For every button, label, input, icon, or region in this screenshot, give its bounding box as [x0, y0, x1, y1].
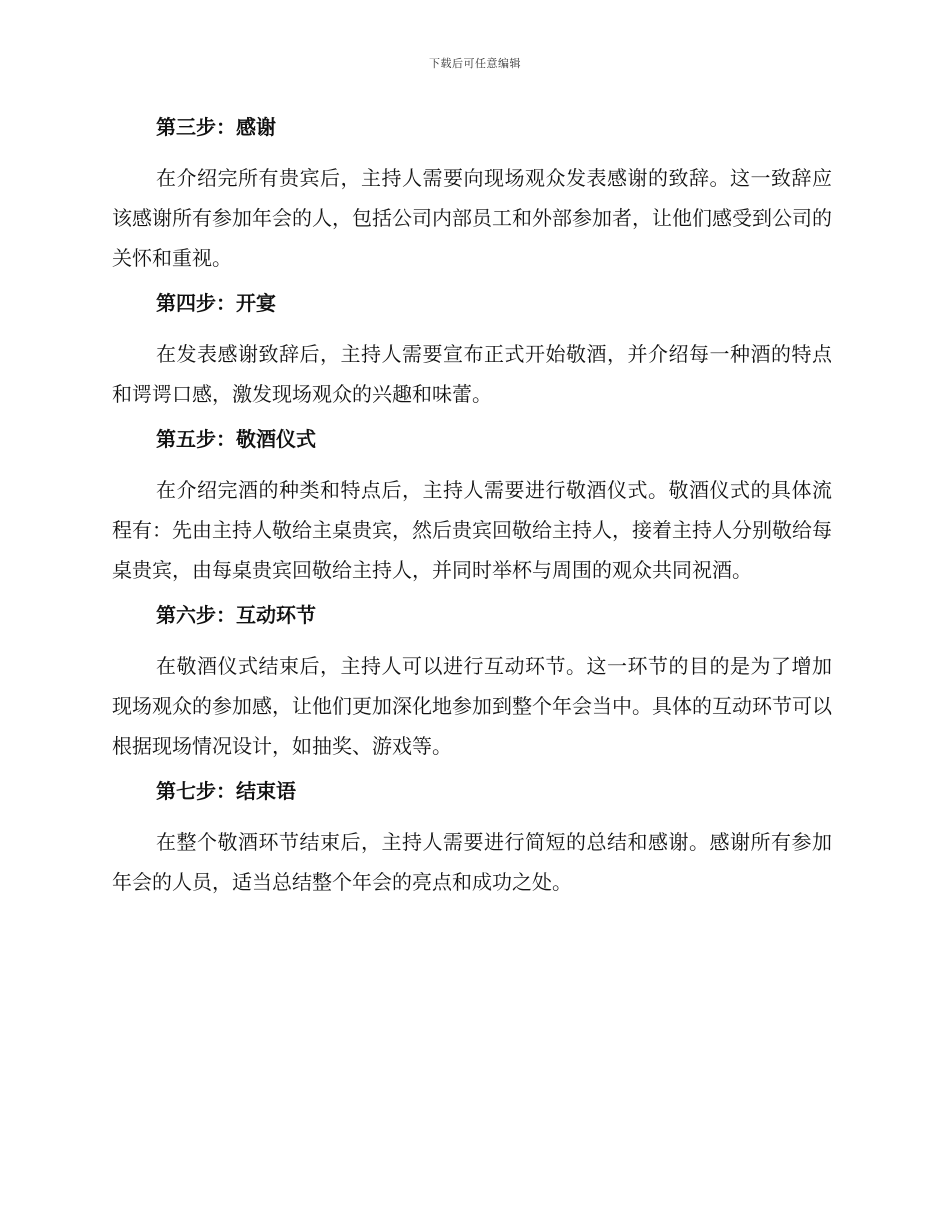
section-step-3: [112, 112, 832, 278]
section-step-7: [112, 776, 832, 902]
section-step-5: [112, 424, 832, 590]
document-body: [112, 112, 832, 912]
section-heading: 第四步：开宴: [156, 291, 276, 315]
section-paragraph: 在介绍完酒的种类和特点后，主持人需要进行敬酒仪式。敬酒仪式的具体流程有：先由主持人敬给主桌贵宾，然后贵宾回敬给主持人，接着主持人分别敬给每桌贵宾，由每桌贵宾回敬给主持人，并同时举杯与周围的观众共同祝酒。: [112, 478, 832, 582]
section-step-6: [112, 600, 832, 766]
section-heading: 第三步：感谢: [156, 115, 276, 139]
section-paragraph: 在敬酒仪式结束后，主持人可以进行互动环节。这一环节的目的是为了增加现场观众的参加感，让他们更加深化地参加到整个年会当中。具体的互动环节可以根据现场情况设计，如抽奖、游戏等。: [112, 654, 832, 758]
section-paragraph: 在整个敬酒环节结束后，主持人需要进行简短的总结和感谢。感谢所有参加年会的人员，适当总结整个年会的亮点和成功之处。: [112, 830, 832, 894]
section-paragraph: 在发表感谢致辞后，主持人需要宣布正式开始敬酒，并介绍每一种酒的特点和谔谔口感，激发现场观众的兴趣和味蕾。: [112, 342, 832, 406]
section-paragraph: 在介绍完所有贵宾后，主持人需要向现场观众发表感谢的致辞。这一致辞应该感谢所有参加年会的人，包括公司内部员工和外部参加者，让他们感受到公司的关怀和重视。: [112, 166, 832, 270]
section-heading: 第七步：结束语: [156, 779, 296, 803]
section-step-4: [112, 288, 832, 414]
section-heading: 第五步：敬酒仪式: [156, 427, 316, 451]
page-header: 下载后可任意编辑: [429, 57, 521, 70]
section-heading: 第六步：互动环节: [156, 603, 316, 627]
